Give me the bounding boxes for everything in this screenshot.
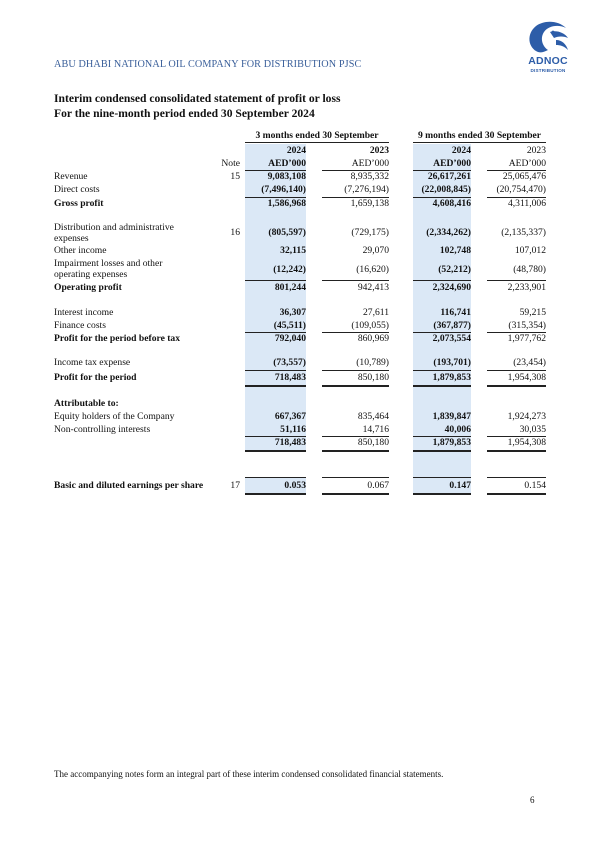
cell-value: 40,006	[444, 424, 471, 435]
cell-value: (23,454)	[513, 357, 546, 368]
cell-value: (20,754,470)	[496, 184, 546, 195]
cell-value: 8,935,332	[350, 171, 389, 182]
unit-3m-2023: AED’000	[351, 158, 389, 169]
cell-value: 32,115	[280, 245, 306, 256]
cell-value: 25,065,476	[502, 171, 546, 182]
row-label-nci: Non-controlling interests	[54, 424, 151, 435]
statement-title: Interim condensed consolidated statement of profit or loss	[54, 92, 341, 105]
cell-value: (729,175)	[351, 227, 389, 238]
row-label-distribution-admin-cont: expenses	[54, 233, 89, 244]
cell-value: (12,242)	[273, 264, 306, 275]
cell-value: 116,741	[440, 307, 471, 318]
cell-value: 27,611	[362, 307, 389, 318]
cell-value: 1,977,762	[507, 333, 546, 344]
cell-value: 801,244	[274, 282, 306, 293]
logo-subtitle: DISTRIBUTION	[530, 68, 566, 73]
cell-value: 1,879,853	[432, 437, 471, 448]
footer-note: The accompanying notes form an integral part of these interim condensed consolidated financial statements.	[54, 769, 444, 779]
cell-value: 1,879,853	[432, 372, 471, 383]
row-label-interest-income: Interest income	[54, 307, 114, 318]
cell-value: 667,367	[274, 411, 306, 422]
cell-value: (22,008,845)	[421, 184, 471, 195]
statement-period: For the nine-month period ended 30 September 2024	[54, 107, 315, 120]
cell-value: 30,035	[519, 424, 546, 435]
cell-value: 36,307	[279, 307, 306, 318]
row-label-income-tax: Income tax expense	[54, 357, 131, 368]
cell-value: 4,608,416	[432, 198, 471, 209]
cell-value: 1,586,968	[267, 198, 306, 209]
cell-value: (10,789)	[356, 357, 389, 368]
cell-value: (2,135,337)	[501, 227, 546, 238]
cell-value: (193,701)	[433, 357, 471, 368]
row-label-profit-before-tax: Profit for the period before tax	[54, 333, 181, 344]
note-ref: 17	[230, 480, 240, 491]
row-label-other-income: Other income	[54, 245, 107, 256]
cell-value: 26,617,261	[427, 171, 471, 182]
row-label-equity-holders: Equity holders of the Company	[54, 411, 175, 422]
row-label-revenue: Revenue	[54, 171, 88, 182]
note-header: Note	[221, 158, 240, 169]
row-label-finance-costs: Finance costs	[54, 320, 106, 331]
cell-value: 1,954,308	[507, 437, 546, 448]
cell-value: 107,012	[514, 245, 546, 256]
cell-value: 0.154	[524, 480, 546, 491]
cell-value: 2,233,901	[507, 282, 546, 293]
cell-value: 1,839,847	[432, 411, 471, 422]
cell-value: (73,557)	[273, 357, 306, 368]
cell-value: (52,212)	[438, 264, 471, 275]
group-header-3-months: 3 months ended 30 September	[245, 130, 389, 143]
cell-value: 1,659,138	[350, 198, 389, 209]
cell-value: (805,597)	[268, 227, 306, 238]
cell-value: 792,040	[274, 333, 306, 344]
row-label-eps: Basic and diluted earnings per share	[54, 480, 204, 491]
cell-value: (2,334,262)	[426, 227, 471, 238]
cell-value: 0.053	[284, 480, 306, 491]
year-3m-2023: 2023	[369, 145, 389, 156]
cell-value: 860,969	[357, 333, 389, 344]
year-3m-2024: 2024	[286, 145, 306, 156]
cell-value: 718,483	[274, 437, 306, 448]
cell-value: 59,215	[519, 307, 546, 318]
group-header-9-months: 9 months ended 30 September	[413, 130, 546, 143]
logo-name: ADNOC	[528, 55, 568, 67]
year-9m-2024: 2024	[451, 145, 471, 156]
row-label-attributable: Attributable to:	[54, 398, 119, 409]
cell-value: 2,324,690	[432, 282, 471, 293]
cell-value: 1,924,273	[507, 411, 546, 422]
cell-value: (315,354)	[508, 320, 546, 331]
cell-value: 850,180	[357, 372, 389, 383]
cell-value: (367,877)	[433, 320, 471, 331]
cell-value: (7,276,194)	[344, 184, 389, 195]
note-ref: 15	[230, 171, 240, 182]
row-label-profit-for-period: Profit for the period	[54, 372, 137, 383]
cell-value: 51,116	[280, 424, 306, 435]
cell-value: 850,180	[357, 437, 389, 448]
cell-value: (48,780)	[513, 264, 546, 275]
cell-value: 942,413	[357, 282, 389, 293]
cell-value: 0.067	[367, 480, 389, 491]
row-label-distribution-admin: Distribution and administrative	[54, 222, 174, 233]
unit-9m-2023: AED’000	[508, 158, 546, 169]
falcon-logo-icon	[516, 18, 580, 56]
cell-value: 4,311,006	[507, 198, 546, 209]
row-label-impairment: Impairment losses and other	[54, 258, 163, 269]
cell-value: (45,511)	[273, 320, 306, 331]
company-logo	[516, 18, 580, 80]
row-label-gross-profit: Gross profit	[54, 198, 104, 209]
year-9m-2023: 2023	[526, 145, 546, 156]
page-number: 6	[530, 795, 535, 805]
cell-value: 0.147	[449, 480, 471, 491]
cell-value: (16,620)	[356, 264, 389, 275]
cell-value: 9,083,108	[267, 171, 306, 182]
unit-3m-2024: AED’000	[268, 158, 306, 169]
row-label-direct-costs: Direct costs	[54, 184, 100, 195]
note-ref: 16	[230, 227, 240, 238]
row-label-operating-profit: Operating profit	[54, 282, 122, 293]
cell-value: 14,716	[362, 424, 389, 435]
cell-value: 835,464	[357, 411, 389, 422]
row-label-impairment-cont: operating expenses	[54, 269, 128, 280]
cell-value: 2,073,554	[432, 333, 471, 344]
cell-value: (7,496,140)	[261, 184, 306, 195]
cell-value: 102,748	[439, 245, 471, 256]
cell-value: 718,483	[274, 372, 306, 383]
unit-9m-2024: AED’000	[433, 158, 471, 169]
cell-value: 1,954,308	[507, 372, 546, 383]
company-name: ABU DHABI NATIONAL OIL COMPANY FOR DISTRIBUTION PJSC	[54, 59, 362, 70]
cell-value: (109,055)	[351, 320, 389, 331]
cell-value: 29,070	[362, 245, 389, 256]
